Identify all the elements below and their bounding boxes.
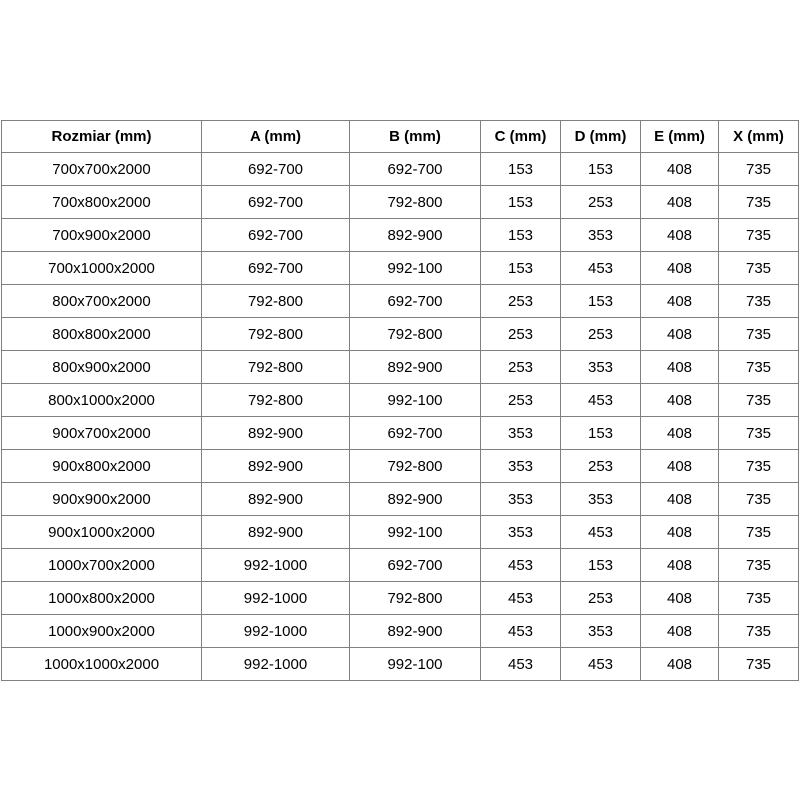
table-cell: 892-900 — [202, 483, 350, 516]
column-header-a: A (mm) — [202, 121, 350, 153]
table-cell: 692-700 — [202, 186, 350, 219]
table-cell: 735 — [719, 549, 799, 582]
table-cell: 153 — [481, 186, 561, 219]
table-cell: 353 — [561, 351, 641, 384]
table-cell: 735 — [719, 417, 799, 450]
table-cell: 892-900 — [202, 450, 350, 483]
table-cell: 153 — [561, 417, 641, 450]
table-cell: 408 — [641, 153, 719, 186]
table-row — [2, 450, 799, 483]
table-cell: 700x900x2000 — [2, 219, 202, 252]
table-cell: 153 — [561, 285, 641, 318]
table-cell: 892-900 — [350, 615, 481, 648]
table-cell: 735 — [719, 582, 799, 615]
table-row — [2, 318, 799, 351]
table-cell: 453 — [481, 549, 561, 582]
table-cell: 153 — [561, 153, 641, 186]
table-cell: 408 — [641, 648, 719, 681]
dimensions-table — [1, 120, 799, 681]
table-cell: 735 — [719, 153, 799, 186]
table-cell: 408 — [641, 516, 719, 549]
table-cell: 153 — [481, 252, 561, 285]
table-cell: 408 — [641, 483, 719, 516]
table-cell: 735 — [719, 516, 799, 549]
table-cell: 992-1000 — [202, 582, 350, 615]
table-cell: 408 — [641, 417, 719, 450]
table-cell: 800x1000x2000 — [2, 384, 202, 417]
table-cell: 992-100 — [350, 648, 481, 681]
table-cell: 692-700 — [350, 549, 481, 582]
column-header-x: X (mm) — [719, 121, 799, 153]
column-header-b: B (mm) — [350, 121, 481, 153]
table-cell: 900x900x2000 — [2, 483, 202, 516]
table-cell: 992-1000 — [202, 549, 350, 582]
table-row — [2, 615, 799, 648]
table-cell: 692-700 — [202, 153, 350, 186]
table-cell: 692-700 — [202, 252, 350, 285]
table-cell: 453 — [561, 516, 641, 549]
table-cell: 453 — [561, 252, 641, 285]
table-cell: 353 — [561, 483, 641, 516]
table-cell: 408 — [641, 351, 719, 384]
table-row — [2, 285, 799, 318]
table-row — [2, 648, 799, 681]
table-cell: 700x1000x2000 — [2, 252, 202, 285]
table-cell: 1000x700x2000 — [2, 549, 202, 582]
table-cell: 992-100 — [350, 516, 481, 549]
table-cell: 253 — [561, 450, 641, 483]
table-cell: 253 — [561, 186, 641, 219]
table-cell: 408 — [641, 285, 719, 318]
table-cell: 408 — [641, 384, 719, 417]
table-cell: 153 — [481, 219, 561, 252]
table-cell: 800x900x2000 — [2, 351, 202, 384]
table-cell: 353 — [561, 615, 641, 648]
table-cell: 735 — [719, 450, 799, 483]
table-cell: 792-800 — [350, 318, 481, 351]
table-cell: 700x700x2000 — [2, 153, 202, 186]
table-cell: 692-700 — [350, 153, 481, 186]
column-header-rozmiar: Rozmiar (mm) — [2, 121, 202, 153]
table-cell: 735 — [719, 252, 799, 285]
table-body — [2, 153, 799, 681]
table-cell: 900x1000x2000 — [2, 516, 202, 549]
table-cell: 992-1000 — [202, 615, 350, 648]
table-row — [2, 219, 799, 252]
table-cell: 408 — [641, 186, 719, 219]
table-cell: 408 — [641, 615, 719, 648]
table-row — [2, 516, 799, 549]
table-row — [2, 483, 799, 516]
table-row — [2, 351, 799, 384]
table-cell: 735 — [719, 219, 799, 252]
table-cell: 453 — [561, 384, 641, 417]
table-cell: 792-800 — [350, 450, 481, 483]
table-cell: 892-900 — [350, 351, 481, 384]
table-cell: 735 — [719, 615, 799, 648]
table-cell: 408 — [641, 252, 719, 285]
table-cell: 800x800x2000 — [2, 318, 202, 351]
table-cell: 792-800 — [350, 186, 481, 219]
table-cell: 353 — [561, 219, 641, 252]
table-cell: 735 — [719, 285, 799, 318]
table-cell: 453 — [481, 615, 561, 648]
table-cell: 408 — [641, 318, 719, 351]
table-cell: 1000x900x2000 — [2, 615, 202, 648]
table-cell: 735 — [719, 351, 799, 384]
table-cell: 792-800 — [202, 384, 350, 417]
table-cell: 1000x1000x2000 — [2, 648, 202, 681]
column-header-c: C (mm) — [481, 121, 561, 153]
table-cell: 900x700x2000 — [2, 417, 202, 450]
table-cell: 792-800 — [350, 582, 481, 615]
table-cell: 1000x800x2000 — [2, 582, 202, 615]
table-cell: 453 — [481, 648, 561, 681]
column-header-d: D (mm) — [561, 121, 641, 153]
table-cell: 253 — [561, 582, 641, 615]
table-cell: 453 — [481, 582, 561, 615]
table-cell: 353 — [481, 450, 561, 483]
table-cell: 792-800 — [202, 351, 350, 384]
table-row — [2, 549, 799, 582]
table-cell: 253 — [481, 318, 561, 351]
table-cell: 892-900 — [202, 516, 350, 549]
table-cell: 792-800 — [202, 318, 350, 351]
table-row — [2, 582, 799, 615]
table-cell: 892-900 — [350, 483, 481, 516]
table-header-row — [2, 121, 799, 153]
table-cell: 735 — [719, 186, 799, 219]
table-cell: 735 — [719, 318, 799, 351]
table-cell: 353 — [481, 417, 561, 450]
table-cell: 408 — [641, 219, 719, 252]
table-cell: 792-800 — [202, 285, 350, 318]
table-row — [2, 186, 799, 219]
table-row — [2, 384, 799, 417]
table-cell: 692-700 — [202, 219, 350, 252]
table-cell: 353 — [481, 516, 561, 549]
table-row — [2, 252, 799, 285]
table-cell: 692-700 — [350, 285, 481, 318]
table-row — [2, 417, 799, 450]
table-cell: 992-1000 — [202, 648, 350, 681]
column-header-e: E (mm) — [641, 121, 719, 153]
table-cell: 153 — [561, 549, 641, 582]
table-cell: 692-700 — [350, 417, 481, 450]
table-cell: 892-900 — [350, 219, 481, 252]
table-cell: 735 — [719, 483, 799, 516]
table-cell: 992-100 — [350, 384, 481, 417]
table-cell: 353 — [481, 483, 561, 516]
table-cell: 992-100 — [350, 252, 481, 285]
table-cell: 153 — [481, 153, 561, 186]
table-cell: 408 — [641, 450, 719, 483]
table-cell: 253 — [481, 285, 561, 318]
table-cell: 900x800x2000 — [2, 450, 202, 483]
table-cell: 253 — [481, 384, 561, 417]
table-cell: 735 — [719, 384, 799, 417]
table-cell: 892-900 — [202, 417, 350, 450]
table-row — [2, 153, 799, 186]
table-cell: 408 — [641, 582, 719, 615]
table-cell: 453 — [561, 648, 641, 681]
table-cell: 735 — [719, 648, 799, 681]
table-cell: 253 — [561, 318, 641, 351]
table-cell: 408 — [641, 549, 719, 582]
table-cell: 700x800x2000 — [2, 186, 202, 219]
table-cell: 253 — [481, 351, 561, 384]
table-cell: 800x700x2000 — [2, 285, 202, 318]
